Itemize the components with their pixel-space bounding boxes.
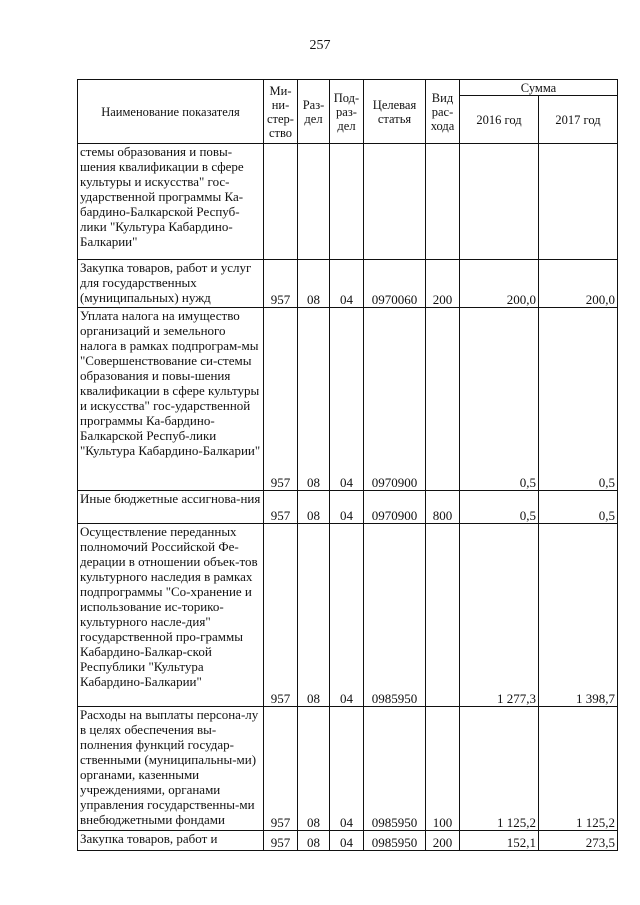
- table-row: [78, 524, 618, 707]
- row-expense-type: 100: [426, 707, 460, 831]
- table-body: [78, 144, 618, 851]
- header-year-2017: 2017 год: [539, 96, 618, 144]
- row-amount-2016: 1 125,2: [460, 707, 539, 831]
- row-name: стемы образования и повы-шения квалификации в сфере культуры и искусства" гос-ударственной программы Ка-бардино-Балкарской Респуб-лики "Культура Кабардино-Балкарии": [78, 144, 264, 260]
- row-amount-2016: 0,5: [460, 491, 539, 524]
- row-section: 08: [298, 524, 330, 707]
- row-expense-type: [426, 308, 460, 491]
- header-ministry: Ми-ни-стер-ство: [264, 80, 298, 144]
- row-ministry: 957: [264, 308, 298, 491]
- row-subsection: 04: [330, 707, 364, 831]
- row-name: Уплата налога на имущество организаций и земельного налога в рамках подпрограм-мы "Совершенствование си-стемы образования и повы-шения квалификации в сфере культуры и искусства" гос-ударственной программы Ка-бардино-Балкарской Респуб-лики "Культура Кабардино-Балкарии": [78, 308, 264, 491]
- row-amount-2017: 1 398,7: [539, 524, 618, 707]
- row-ministry: [264, 144, 298, 260]
- header-section: Раз-дел: [298, 80, 330, 144]
- row-expense-type: 200: [426, 831, 460, 851]
- row-section: [298, 144, 330, 260]
- row-target: 0985950: [364, 831, 426, 851]
- row-name: Расходы на выплаты персона-лу в целях обеспечения вы-полнения функций государ-ственными (муниципальны-ми) органами, казенными учреждениями, органами управления государственны-ми внебюджетными фондами: [78, 707, 264, 831]
- row-subsection: 04: [330, 491, 364, 524]
- row-section: 08: [298, 308, 330, 491]
- header-target: Целевая статья: [364, 80, 426, 144]
- row-section: 08: [298, 260, 330, 308]
- row-expense-type: [426, 524, 460, 707]
- row-amount-2016: 152,1: [460, 831, 539, 851]
- row-amount-2016: [460, 144, 539, 260]
- row-ministry: 957: [264, 260, 298, 308]
- row-amount-2017: 200,0: [539, 260, 618, 308]
- header-subsection: Под-раз-дел: [330, 80, 364, 144]
- table-row: [78, 707, 618, 831]
- row-name: Осуществление переданных полномочий Российской Фе-дерации в отношении объек-тов культурного наследия в рамках подпрограммы "Со-хранение и использование ис-торико-культурного насле-дия" государственной про-граммы Кабардино-Балкар-ской Республики "Культура Кабардино-Балкарии": [78, 524, 264, 707]
- table-header: [78, 80, 618, 144]
- row-ministry: 957: [264, 491, 298, 524]
- header-expense-type: Вид рас-хода: [426, 80, 460, 144]
- row-section: 08: [298, 707, 330, 831]
- row-target: 0985950: [364, 707, 426, 831]
- row-name: Закупка товаров, работ и: [78, 831, 264, 851]
- table-row: [78, 831, 618, 851]
- row-subsection: 04: [330, 260, 364, 308]
- row-amount-2017: 0,5: [539, 491, 618, 524]
- row-ministry: 957: [264, 707, 298, 831]
- row-amount-2017: 1 125,2: [539, 707, 618, 831]
- row-target: 0970900: [364, 491, 426, 524]
- row-subsection: 04: [330, 524, 364, 707]
- table-row: [78, 144, 618, 260]
- row-section: 08: [298, 831, 330, 851]
- row-expense-type: 200: [426, 260, 460, 308]
- row-amount-2017: [539, 144, 618, 260]
- header-year-2016: 2016 год: [460, 96, 539, 144]
- row-target: 0985950: [364, 524, 426, 707]
- row-subsection: [330, 144, 364, 260]
- row-target: 0970900: [364, 308, 426, 491]
- header-sum: Сумма: [460, 80, 618, 96]
- row-amount-2017: 0,5: [539, 308, 618, 491]
- row-subsection: 04: [330, 308, 364, 491]
- row-name: Закупка товаров, работ и услуг для государственных (муниципальных) нужд: [78, 260, 264, 308]
- row-name: Иные бюджетные ассигнова-ния: [78, 491, 264, 524]
- row-expense-type: [426, 144, 460, 260]
- row-amount-2016: 200,0: [460, 260, 539, 308]
- row-amount-2016: 1 277,3: [460, 524, 539, 707]
- row-ministry: 957: [264, 831, 298, 851]
- row-amount-2017: 273,5: [539, 831, 618, 851]
- row-expense-type: 800: [426, 491, 460, 524]
- table-row: [78, 260, 618, 308]
- table-row: [78, 491, 618, 524]
- table-row: [78, 308, 618, 491]
- row-subsection: 04: [330, 831, 364, 851]
- row-target: 0970060: [364, 260, 426, 308]
- row-amount-2016: 0,5: [460, 308, 539, 491]
- page-number: 257: [309, 38, 331, 53]
- row-ministry: 957: [264, 524, 298, 707]
- budget-table: [77, 79, 618, 851]
- row-section: 08: [298, 491, 330, 524]
- header-name: Наименование показателя: [78, 80, 264, 144]
- row-target: [364, 144, 426, 260]
